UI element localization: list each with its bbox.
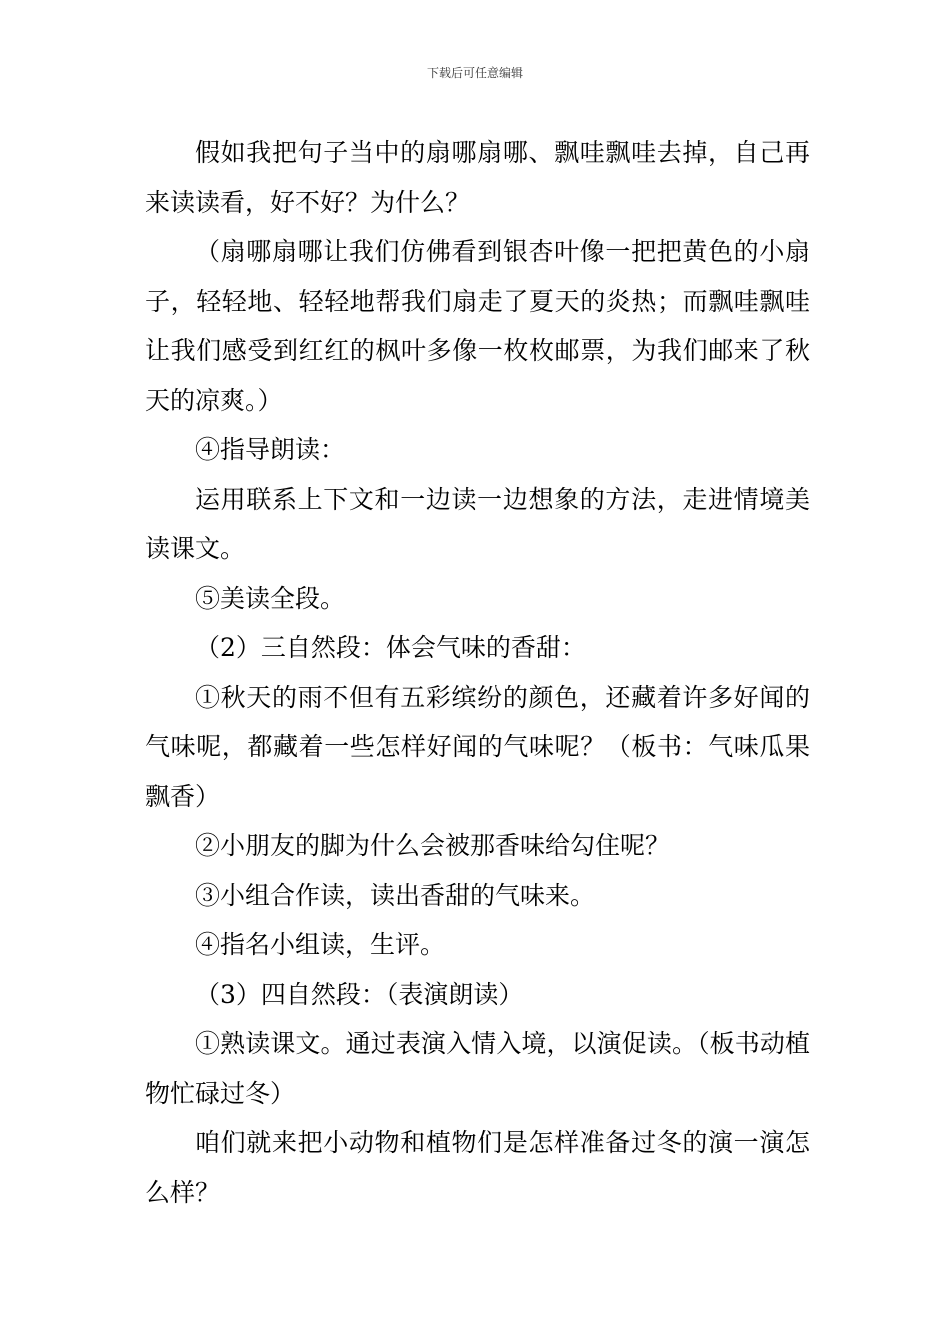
- document-body: [145, 128, 810, 1217]
- paragraph: ②小朋友的脚为什么会被那香味给勾住呢？: [195, 831, 671, 860]
- paragraph: 运用联系上下文和一边读一边想象的方法，走进情境美读课文。: [145, 484, 810, 563]
- paragraph: （2）三自然段：体会气味的香甜：: [195, 633, 586, 662]
- paragraph: ⑤美读全段。: [195, 583, 346, 613]
- paragraph: 假如我把句子当中的扇哪扇哪、飘哇飘哇去掉，自己再来读读看，好不好？为什么？: [145, 138, 810, 217]
- paragraph: （3）四自然段：（表演朗读）: [195, 979, 524, 1009]
- paragraph: ④指名小组读，生评。: [195, 930, 446, 959]
- paragraph: （扇哪扇哪让我们仿佛看到银杏叶像一把把黄色的小扇子，轻轻地、轻轻地帮我们扇走了夏天的炎热；而飘哇飘哇让我们感受到红红的枫叶多像一枚枚邮票，为我们邮来了秋天的凉爽。）: [145, 237, 810, 415]
- page-header-note: 下载后可任意编辑: [426, 66, 523, 80]
- paragraph: ③小组合作读，读出香甜的气味来。: [195, 880, 596, 910]
- paragraph: ④指导朗读：: [195, 435, 346, 464]
- paragraph: 咱们就来把小动物和植物们是怎样准备过冬的演一演怎么样？: [145, 1128, 810, 1207]
- paragraph: ①秋天的雨不但有五彩缤纷的颜色，还藏着许多好闻的气味呢，都藏着一些怎样好闻的气味呢？（板书：气味瓜果飘香）: [145, 682, 810, 811]
- paragraph: ①熟读课文。通过表演入情入境，以演促读。（板书动植物忙碌过冬）: [145, 1029, 810, 1108]
